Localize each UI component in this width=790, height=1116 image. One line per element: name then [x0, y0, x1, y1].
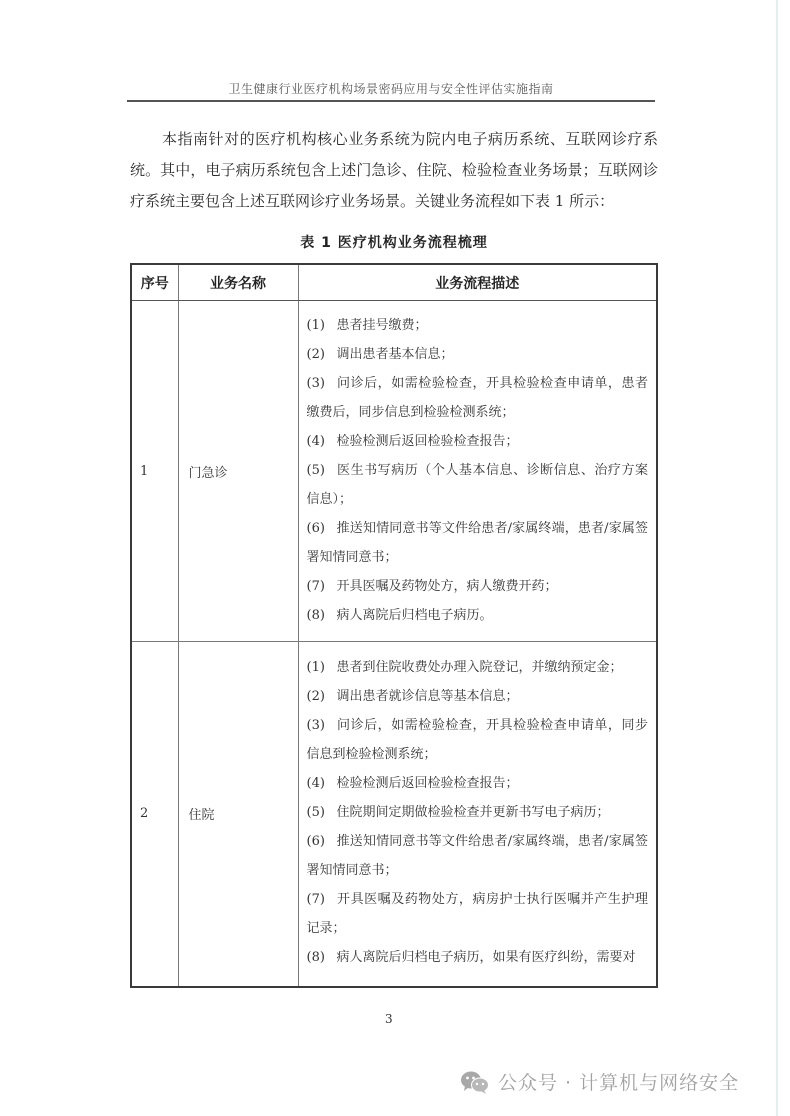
step-text: 医生书写病历（个人基本信息、诊断信息、治疗方案信息）；: [306, 462, 648, 507]
process-step: [307, 340, 649, 369]
process-step: [307, 369, 649, 427]
step-text: 调出患者就诊信息等基本信息；: [336, 689, 519, 705]
step-number: (6): [306, 520, 325, 536]
step-number: (2): [306, 689, 325, 705]
process-step: [307, 943, 649, 972]
row-business-name: 门急诊: [178, 301, 298, 642]
row-index: 1: [131, 301, 178, 642]
header-process-description: 业务流程描述: [298, 264, 657, 301]
step-number: (8): [306, 607, 325, 623]
step-number: (4): [306, 433, 325, 449]
step-number: (3): [306, 375, 325, 391]
step-text: 开具医嘱及药物处方，病房护士执行医嘱并产生护理记录；: [306, 892, 648, 937]
step-number: (2): [306, 346, 325, 362]
step-text: 患者到住院收费处办理入院登记，并缴纳预定金；: [336, 660, 623, 676]
step-text: 开具医嘱及药物处方，病人缴费开药；: [336, 578, 558, 594]
row-index: 2: [131, 642, 178, 987]
process-step: [307, 311, 649, 340]
step-text: 检验检测后返回检验检查报告；: [336, 776, 519, 792]
watermark: [460, 1068, 739, 1095]
process-step: [307, 711, 649, 769]
step-number: (5): [306, 805, 325, 821]
step-text: 推送知情同意书等文件给患者/家属终端，患者/家属签署知情同意书；: [306, 520, 648, 565]
step-number: (5): [306, 462, 325, 478]
header-index: 序号: [131, 264, 178, 301]
step-text: 患者挂号缴费；: [336, 317, 428, 333]
process-step: [307, 769, 649, 798]
header-business-name: 业务名称: [178, 264, 298, 301]
step-number: (8): [306, 950, 325, 966]
process-step: [307, 572, 649, 601]
process-step: [307, 827, 649, 885]
header-rule: [127, 100, 655, 102]
step-number: (4): [306, 776, 325, 792]
table-caption: 表 1 医疗机构业务流程梳理: [300, 235, 488, 251]
intro-section: [130, 124, 658, 217]
process-step: [307, 514, 649, 572]
business-process-table: [130, 263, 658, 988]
step-number: (1): [306, 660, 325, 676]
page-number: 3: [385, 1012, 393, 1026]
watermark-text: 公众号 · 计算机与网络安全: [498, 1072, 740, 1094]
table-row: [131, 642, 657, 987]
step-number: (1): [306, 317, 325, 333]
step-text: 问诊后，如需检验检查，开具检验检查申请单，同步信息到检验检测系统；: [306, 718, 648, 763]
process-step: [307, 653, 649, 682]
process-step: [307, 682, 649, 711]
step-number: (7): [306, 578, 325, 594]
row-process-description: [298, 301, 657, 642]
step-number: (6): [306, 834, 325, 850]
step-text: 调出患者基本信息；: [336, 346, 454, 362]
step-text: 检验检测后返回检验检查报告；: [336, 433, 519, 449]
step-text: 病人离院后归档电子病历，如果有医疗纠纷，需要对: [336, 950, 636, 966]
step-text: 推送知情同意书等文件给患者/家属终端，患者/家属签署知情同意书；: [306, 834, 648, 879]
step-number: (3): [306, 718, 325, 734]
process-step: [307, 885, 649, 943]
table-row: [131, 301, 657, 642]
wechat-icon: [460, 1070, 490, 1094]
running-header: 卫生健康行业医疗机构场景密码应用与安全性评估实施指南: [228, 82, 554, 96]
step-text: 住院期间定期做检验检查并更新书写电子病历；: [336, 805, 610, 821]
table-header-row: [131, 264, 657, 301]
process-step: [307, 798, 649, 827]
step-number: (7): [306, 892, 325, 908]
page-edge-line: [776, 0, 778, 1116]
row-process-description: [298, 642, 657, 987]
step-text: 问诊后，如需检验检查，开具检验检查申请单，患者缴费后，同步信息到检验检测系统；: [306, 375, 648, 420]
process-step: [307, 427, 649, 456]
process-step: [307, 601, 649, 630]
process-step: [307, 456, 649, 514]
intro-paragraph: 本指南针对的医疗机构核心业务系统为院内电子病历系统、互联网诊疗系统。其中，电子病历系统包含上述门急诊、住院、检验检查业务场景；互联网诊疗系统主要包含上述互联网诊疗业务场景。关键业务流程如下表 1 所示：: [130, 130, 658, 210]
step-text: 病人离院后归档电子病历。: [336, 607, 493, 623]
row-business-name: 住院: [178, 642, 298, 987]
